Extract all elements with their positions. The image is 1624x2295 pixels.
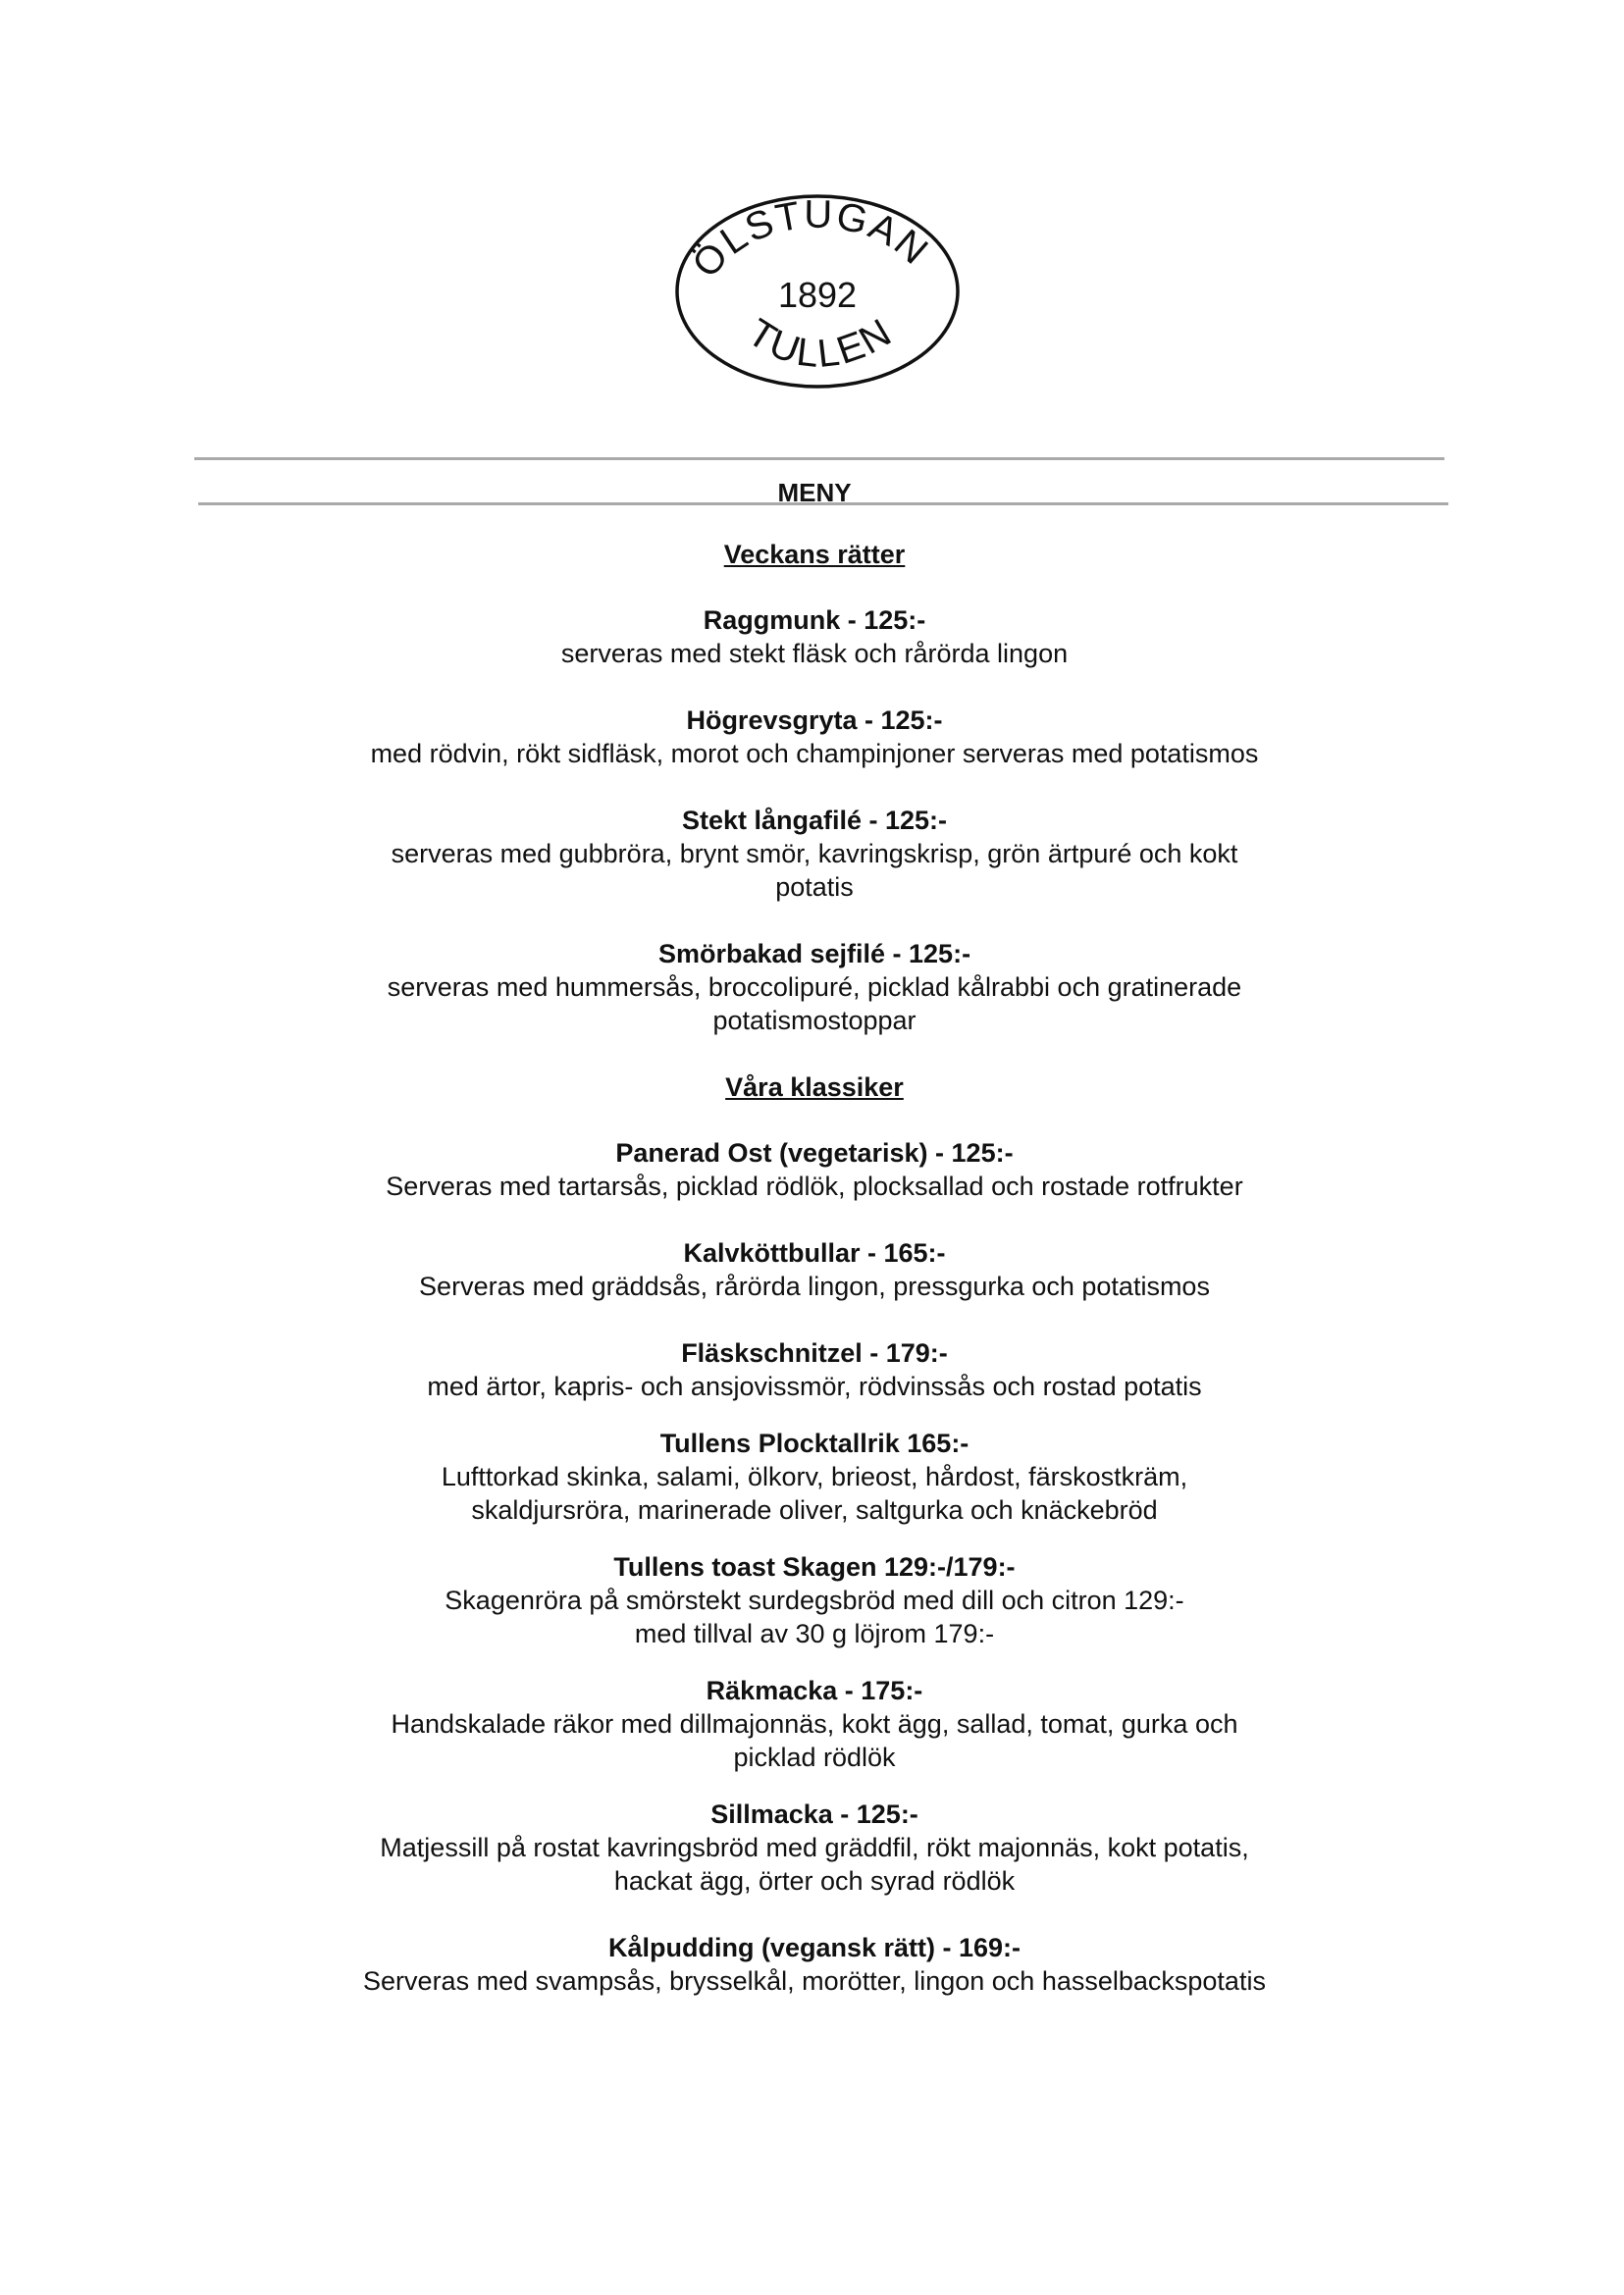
menu-item-description: med rödvin, rökt sidfläsk, morot och champinjoner serveras med potatismos (370, 739, 1259, 768)
menu-item-description: Serveras med svampsås, brysselkål, morötter, lingon och hasselbackspotatis (363, 1966, 1266, 1996)
menu-item (294, 704, 1335, 770)
menu-item (294, 1674, 1335, 1774)
menu-item-name: Sillmacka - 125:- (710, 1799, 918, 1829)
menu-item-name: Tullens Plocktallrik 165:- (659, 1429, 969, 1458)
menu-item-name: Kålpudding (vegansk rätt) - 169:- (607, 1933, 1022, 1962)
menu-item-name: Högrevsgryta - 125:- (686, 705, 943, 735)
menu-item (294, 1136, 1335, 1203)
header-rule-top (194, 457, 1444, 460)
menu-item (294, 1931, 1335, 1998)
section-heading-classics: Våra klassiker (725, 1072, 904, 1102)
menu-item-name: Räkmacka - 175:- (706, 1676, 923, 1705)
menu-item-description: serveras med hummersås, broccolipuré, picklad kålrabbi och gratinerade potatismostoppar (387, 972, 1242, 1035)
menu-item-description: Handskalade räkor med dillmajonnäs, kokt ägg, sallad, tomat, gurka och picklad rödlök (391, 1709, 1238, 1772)
menu-item (294, 937, 1335, 1037)
menu-item (294, 1336, 1335, 1403)
menu-item-name: Fläskschnitzel - 179:- (681, 1338, 948, 1368)
logo-location: TULLEN (740, 310, 901, 377)
menu-item-name: Smörbakad sejfilé - 125:- (657, 939, 971, 968)
menu-item (294, 1236, 1335, 1303)
menu-item-name: Tullens toast Skagen 129:-/179:- (613, 1552, 1016, 1582)
header-rule-bottom (198, 502, 1448, 505)
menu-item (294, 1798, 1335, 1898)
menu-item-name: Stekt långafilé - 125:- (681, 806, 948, 835)
menu-item (294, 1550, 1335, 1650)
menu-item-description: serveras med gubbröra, brynt smör, kavringskrisp, grön ärtpuré och kokt potatis (391, 839, 1238, 902)
logo-year: 1892 (777, 275, 858, 315)
menu-item-name: Panerad Ost (vegetarisk) - 125:- (615, 1138, 1014, 1168)
menu-item (294, 1427, 1335, 1527)
menu-title: MENY (777, 478, 852, 501)
menu-item-description: med ärtor, kapris- och ansjovissmör, rödvinssås och rostad potatis (427, 1372, 1202, 1401)
logo-name: ÖLSTUGAN (684, 192, 938, 287)
menu-item-description: Serveras med tartarsås, picklad rödlök, plocksallad och rostade rotfrukter (386, 1172, 1243, 1201)
menu-item-name: Kalvköttbullar - 165:- (683, 1238, 946, 1268)
menu-item-description: Skagenröra på smörstekt surdegsbröd med dill och citron 129:- med tillval av 30 g löjrom 179:- (445, 1586, 1184, 1648)
menu-item-description: Lufttorkad skinka, salami, ölkorv, brieost, hårdost, färskostkräm, skaldjursröra, marinerade oliver, saltgurka och knäckebröd (441, 1462, 1188, 1525)
menu-item-description: Matjessill på rostat kavringsbröd med gräddfil, rökt majonnäs, kokt potatis, hackat ägg, örter och syrad rödlök (380, 1833, 1249, 1896)
menu-item (294, 603, 1335, 670)
section-heading-weekly: Veckans rätter (723, 540, 906, 569)
menu-item-description: serveras med stekt fläsk och rårörda lingon (560, 639, 1069, 668)
menu-content (294, 538, 1335, 2031)
menu-item-description: Serveras med gräddsås, rårörda lingon, pressgurka och potatismos (419, 1272, 1210, 1301)
menu-item-name: Raggmunk - 125:- (703, 605, 926, 635)
restaurant-logo (672, 192, 963, 391)
menu-item (294, 804, 1335, 904)
logo-emblem (672, 192, 963, 391)
